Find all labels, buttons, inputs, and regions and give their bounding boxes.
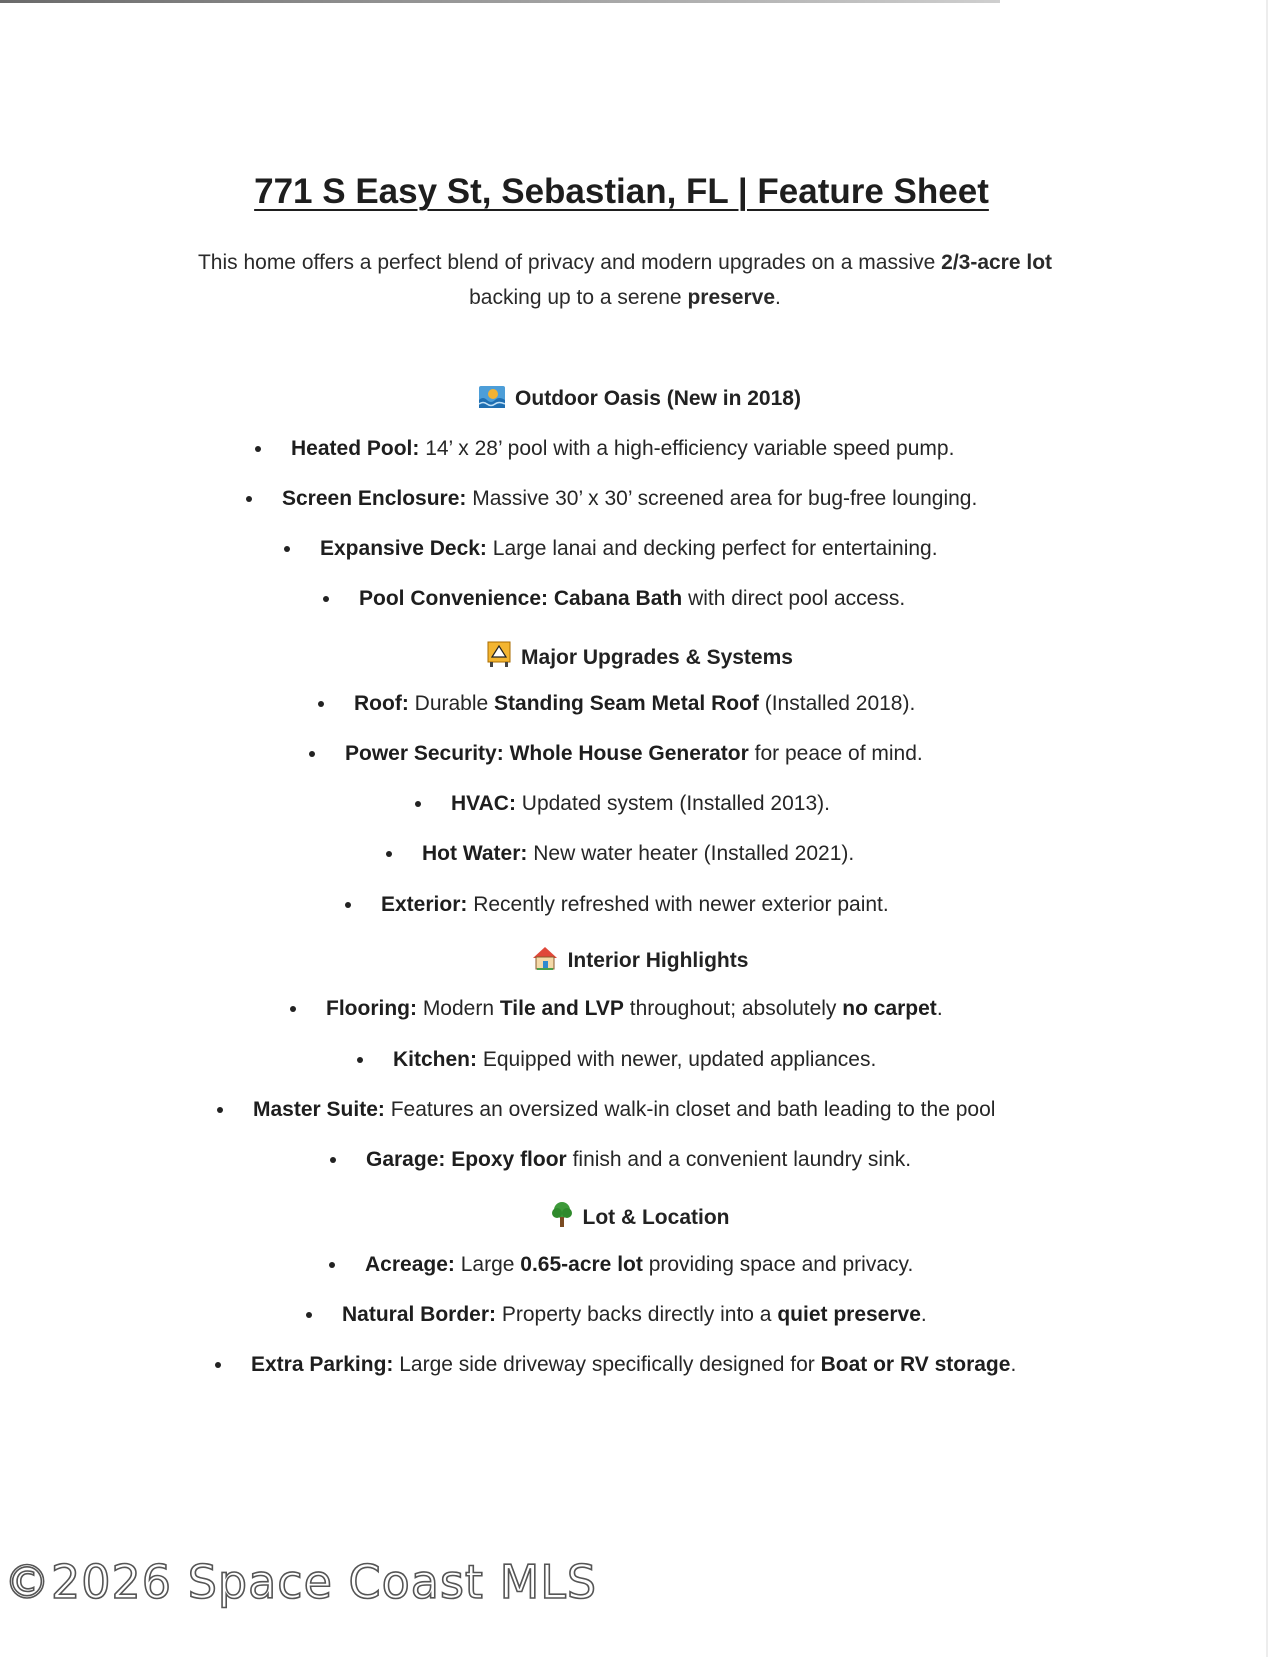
list-item: Expansive Deck: Large lanai and decking perfect for entertaining. <box>284 537 938 561</box>
list-item: Pool Convenience: Cabana Bath with direct pool access. <box>323 587 905 611</box>
section-heading-lot: Lot & Location <box>0 1201 1280 1233</box>
list-item: Flooring: Modern Tile and LVP throughout; absolutely no carpet. <box>290 997 943 1021</box>
section-heading-outdoor: Outdoor Oasis (New in 2018) <box>0 386 1280 414</box>
section-heading-interior: Interior Highlights <box>0 946 1280 976</box>
pool-wave-icon <box>479 386 505 414</box>
list-item: Power Security: Whole House Generator for peace of mind. <box>309 742 923 766</box>
list-item: Heated Pool: 14’ x 28’ pool with a high-efficiency variable speed pump. <box>255 437 954 461</box>
list-item: Hot Water: New water heater (Installed 2021). <box>386 842 854 866</box>
tree-icon <box>551 1201 573 1233</box>
list-item: Roof: Durable Standing Seam Metal Roof (Installed 2018). <box>318 692 915 716</box>
list-item: Master Suite: Features an oversized walk-in closet and bath leading to the pool <box>217 1098 995 1122</box>
list-item: Garage: Epoxy floor finish and a convenient laundry sink. <box>330 1148 911 1172</box>
construction-sign-icon <box>487 641 511 673</box>
list-item: Kitchen: Equipped with newer, updated appliances. <box>357 1048 876 1072</box>
list-item: Natural Border: Property backs directly into a quiet preserve. <box>306 1303 927 1327</box>
list-item: Screen Enclosure: Massive 30’ x 30’ screened area for bug-free lounging. <box>246 487 977 511</box>
page-title: 771 S Easy St, Sebastian, FL | Feature Sheet <box>254 172 989 211</box>
list-item: Exterior: Recently refreshed with newer exterior paint. <box>345 893 889 917</box>
list-item: HVAC: Updated system (Installed 2013). <box>415 792 830 816</box>
list-item: Acreage: Large 0.65-acre lot providing space and privacy. <box>329 1253 913 1277</box>
house-icon <box>532 946 558 976</box>
list-item: Extra Parking: Large side driveway specifically designed for Boat or RV storage. <box>215 1353 1016 1377</box>
copyright-watermark: ©2026 Space Coast MLS <box>4 1555 598 1609</box>
scan-edge-right <box>1266 0 1268 1657</box>
section-heading-upgrades: Major Upgrades & Systems <box>0 641 1280 673</box>
intro-paragraph: This home offers a perfect blend of privacy and modern upgrades on a massive 2/3-acre lot backing up to a serene preserve. <box>197 251 1053 309</box>
scan-edge-top <box>0 0 1000 3</box>
